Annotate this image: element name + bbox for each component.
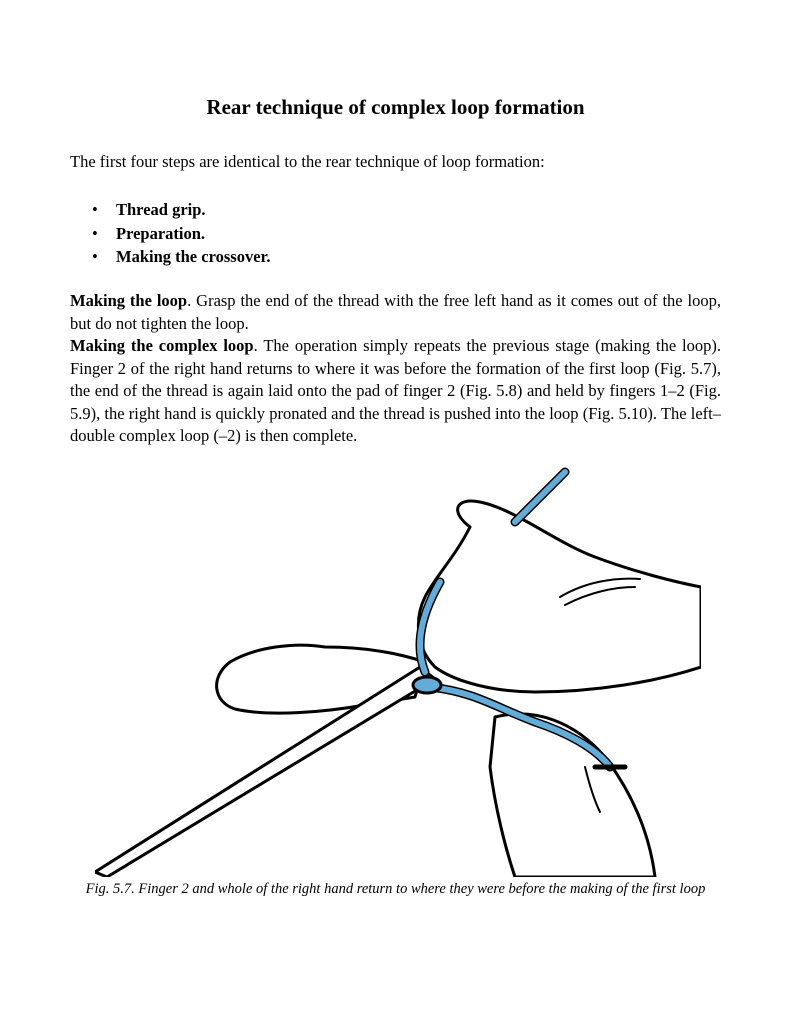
step-label: Making the crossover.: [116, 247, 271, 266]
step-label: Thread grip.: [116, 200, 206, 219]
intro-paragraph: The first four steps are identical to the rear technique of loop formation:: [70, 152, 545, 171]
bullet-icon: •: [92, 247, 98, 266]
paragraph-text: . Grasp the end of the thread with the free left hand as it comes out of the loop, but do not tighten the loop.: [70, 291, 721, 333]
paragraph-lead: Making the loop: [70, 291, 188, 310]
paragraph-making-loop: [70, 290, 721, 335]
bullet-icon: •: [92, 223, 98, 243]
figure-caption: Fig. 5.7. Finger 2 and whole of the right hand return to where they were before the making of the first loop: [85, 881, 706, 897]
list-item: [70, 245, 721, 269]
list-item: [70, 222, 721, 246]
step-label: Preparation.: [116, 223, 206, 243]
page-title: Rear technique of complex loop formation: [206, 95, 585, 119]
paragraph-making-complex-loop: [70, 335, 721, 448]
list-item: [70, 198, 721, 222]
paragraph-lead: Making the complex loop: [70, 336, 254, 355]
figure-hand-illustration: [95, 467, 701, 877]
paragraph-text: . The operation simply repeats the previous stage (making the loop). Finger 2 of the right hand returns to where it was before the formation of the first loop (Fig. 5.7), the end of the thread is again laid onto the pad of finger 2 (Fig. 5.8) and held by fingers 1–2 (Fig. 5.9), the right hand is quickly pronated and the thread is pushed into the loop (Fig. 5.10). The left–double complex loop (–2) is then complete.: [70, 336, 721, 445]
bullet-icon: •: [92, 200, 98, 219]
body-text: [70, 290, 721, 448]
hand-thread-illustration-icon: [95, 467, 701, 877]
steps-list: [70, 198, 721, 269]
